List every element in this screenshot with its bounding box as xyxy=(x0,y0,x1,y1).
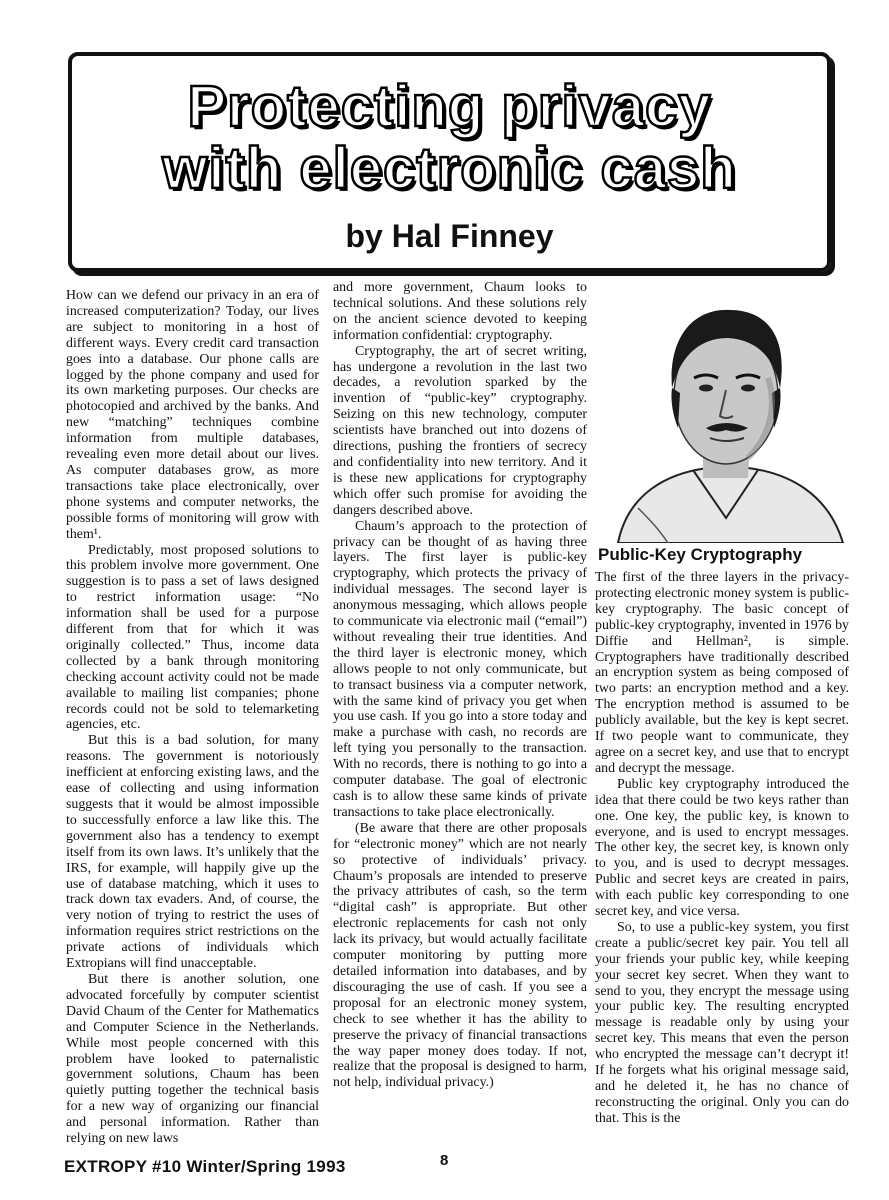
column-1-paragraph: But there is another solution, one advocated forcefully by computer scientist David Chaum of the Center for Mathematics and Computer Science in the Netherlands. While most people concerned with this problem have looked to paternalistic government solutions, Chaum has been quietly putting together the technical basis for a new way of organizing our financial and personal information. Rather than relying on new laws xyxy=(66,971,319,1147)
author-portrait-image xyxy=(598,278,846,543)
column-1-paragraph: Predictably, most proposed solutions to this problem involve more government. One suggestion is to pass a set of laws designed to restrict information usage: “No information shall be used for a purpose different from that for which it was originally collected.” Thus, income data collected by a bank through monitoring checking account activity could not be made available to mailing list companies; phone records could not be sold to telemarketing agencies, etc. xyxy=(66,542,319,733)
column-1-paragraph: How can we defend our privacy in an era of increased computerization? Today, our lives are subject to monitoring in a host of different ways. Every credit card transaction goes into a database. Our phone calls are logged by the phone company and used for its own marketing purposes. Our checks are photocopied and archived by the banks. And new “matching” techniques combine information from multiple databases, revealing even more detail about our lives. As computer databases grow, as more transactions take place electronically, over phone systems and computer networks, the possible forms of monitoring will grow with them¹. xyxy=(66,288,319,542)
sidebar-paragraph: The first of the three layers in the privacy-protecting electronic money system is public-key cryptography. The basic concept of public-key cryptography, invented in 1976 by Diffie and Hellman², is simple. Cryptographers have traditionally described an encryption system as being composed of two parts: an encryption method and a key. The encryption method is assumed to be publicly available, but the key is kept secret. If two people want to communicate, they agree on a secret key, and use that to encrypt and decrypt the message. xyxy=(595,570,849,776)
title-box xyxy=(68,52,831,272)
column-2 xyxy=(333,280,587,1091)
sidebar-paragraph: So, to use a public-key system, you first create a public/secret key pair. You tell all your friends your public key, while keeping your secret key secret. When they want to send to you, they encrypt the message using your public key. The resulting encrypted message is readable only by using your secret key. This means that even the person who encrypted the message can’t decrypt it! If he forgets what his original message said, and he deleted it, he has no chance of reconstructing the original. Only you can do that. This is the xyxy=(595,919,849,1126)
article-title-line-2: with electronic cash xyxy=(162,136,737,201)
footer-issue: EXTROPY #10 Winter/Spring 1993 xyxy=(64,1157,346,1176)
article-title-line-1: Protecting privacy xyxy=(187,74,712,139)
column-1-paragraph: But this is a bad solution, for many reasons. The government is notoriously inefficient at enforcing existing laws, and the ease of collecting and using information suggests that it would be almost impossible to successfully enforce a law like this. The government also has a tendency to exempt itself from its own laws. It’s unlikely that the IRS, for example, will happily give up the use of database matching, which it uses to track down tax evaders. And, of course, the very notion of trying to restrict the uses of information requires strict restrictions on the private actions of individuals which Extropians will find unacceptable. xyxy=(66,733,319,972)
column-2-paragraph: Chaum’s approach to the protection of privacy can be thought of as having three layers. The first layer is public-key cryptography, which protects the privacy of individual messages. The second layer is anonymous messaging, which allows people to communicate via electronic mail (“email”) without revealing their true identities. And the third layer is electronic money, which allows people to not only communicate, but to transact business via a computer network, with the same kind of privacy you get when you use cash. If you go into a store today and make a purchase with cash, no records are left tying you personally to the transaction. With no records, there is nothing to go into a computer database. The goal of electronic cash is to allow these same kinds of private transactions to take place electronically. xyxy=(333,518,587,820)
sidebar-column xyxy=(595,570,849,1127)
sidebar-paragraph: Public key cryptography introduced the idea that there could be two keys rather than one. One key, the public key, is known to everyone, and is used to encrypt messages. The other key, the secret key, is known only to you, and is used to decrypt messages. Public and secret keys are created in pairs, with each public key corresponding to one secret key, and vice versa. xyxy=(595,776,849,920)
column-2-paragraph: and more government, Chaum looks to technical solutions. And these solutions rely on the ancient science devoted to keeping information confidential: cryptography. xyxy=(333,280,587,343)
column-2-paragraph: Cryptography, the art of secret writing, has undergone a revolution in the last two decades, a revolution sparked by the invention of “public-key” cryptography. Seizing on this new technology, computer scientists have branched out into dozens of directions, pushing the frontiers of secrecy and confidentiality into new territory. And it is these new applications for cryptography which offer such promise for avoiding the dangers described above. xyxy=(333,343,587,518)
author-photo xyxy=(598,278,846,543)
column-1 xyxy=(66,288,319,1147)
byline: by Hal Finney xyxy=(345,218,554,254)
column-2-paragraph: (Be aware that there are other proposals for “electronic money” which are not nearly so protective of individuals’ privacy. Chaum’s proposals are intended to preserve the privacy attributes of cash, so the term “digital cash” is appropriate. But other electronic replacements for cash not only lack its privacy, but would actually facilitate computer monitoring by putting more detailed information into databases, and by discouraging the use of cash. If you see a proposal for an electronic money system, check to see whether it has the ability to preserve the privacy of financial transactions the way paper money does today. If not, realize that the proposal is designed to harm, not help, individual privacy.) xyxy=(333,820,587,1091)
page-number: 8 xyxy=(440,1152,449,1169)
sidebar-heading: Public-Key Cryptography xyxy=(598,545,803,564)
